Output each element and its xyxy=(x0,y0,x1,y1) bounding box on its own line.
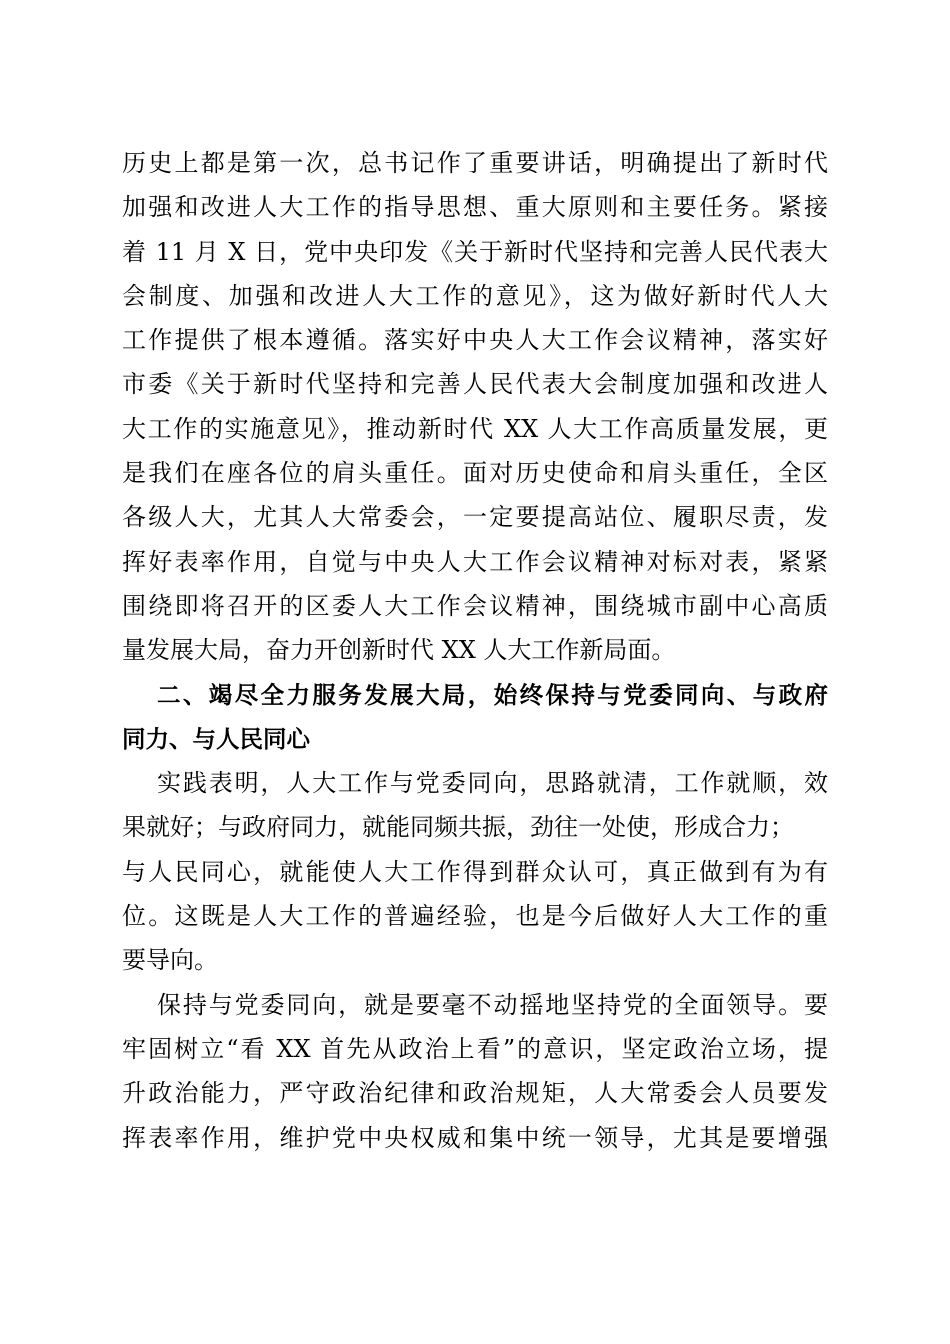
paragraph-line: 各级人大，尤其人大常委会，一定要提高站位、履职尽责，发 xyxy=(122,503,828,532)
paragraph-line: 加强和改进人大工作的指导思想、重大原则和主要任务。紧接 xyxy=(122,193,828,222)
paragraph-line: 历史上都是第一次，总书记作了重要讲话，明确提出了新时代 xyxy=(122,149,828,177)
paragraph-line: 挥好表率作用，自觉与中央人大工作会议精神对标对表，紧紧 xyxy=(122,547,828,576)
section-heading-line: 二、竭尽全力服务发展大局，始终保持与党委同向、与政府 xyxy=(157,680,828,709)
paragraph-line: 牢固树立“看 XX 首先从政治上看”的意识，坚定政治立场，提 xyxy=(122,1034,828,1063)
paragraph-line: 保持与党委同向，就是要毫不动摇地坚持党的全面领导。要 xyxy=(157,990,828,1019)
paragraph-line: 实践表明，人大工作与党委同向，思路就清，工作就顺，效 xyxy=(157,769,828,798)
section-heading-line: 同力、与人民同心 xyxy=(122,724,310,753)
paragraph-line: 要导向。 xyxy=(122,946,218,975)
paragraph-line: 是我们在座各位的肩头重任。面对历史使命和肩头重任，全区 xyxy=(122,459,828,488)
paragraph-line: 着 11 月 X 日，党中央印发《关于新时代坚持和完善人民代表大 xyxy=(122,237,828,266)
paragraph-line: 升政治能力，严守政治纪律和政治规矩，人大常委会人员要发 xyxy=(122,1079,828,1108)
paragraph-line: 果就好；与政府同力，就能同频共振，劲往一处使，形成合力； xyxy=(122,813,794,842)
paragraph-line: 大工作的实施意见》，推动新时代 XX 人大工作高质量发展，更 xyxy=(122,414,828,443)
paragraph-line: 量发展大局，奋力开创新时代 XX 人大工作新局面。 xyxy=(122,636,676,665)
paragraph-line: 会制度、加强和改进人大工作的意见》，这为做好新时代人大 xyxy=(122,281,828,310)
paragraph-line: 工作提供了根本遵循。落实好中央人大工作会议精神，落实好 xyxy=(122,326,828,355)
document-body xyxy=(122,141,828,1160)
paragraph-line: 位。这既是人大工作的普遍经验，也是今后做好人大工作的重 xyxy=(122,902,828,931)
paragraph-line: 与人民同心，就能使人大工作得到群众认可，真正做到有为有 xyxy=(122,857,828,886)
paragraph-line: 市委《关于新时代坚持和完善人民代表大会制度加强和改进人 xyxy=(122,370,828,399)
paragraph-line: 围绕即将召开的区委人大工作会议精神，围绕城市副中心高质 xyxy=(122,591,828,620)
paragraph-line: 挥表率作用，维护党中央权威和集中统一领导，尤其是要增强 xyxy=(122,1123,828,1152)
